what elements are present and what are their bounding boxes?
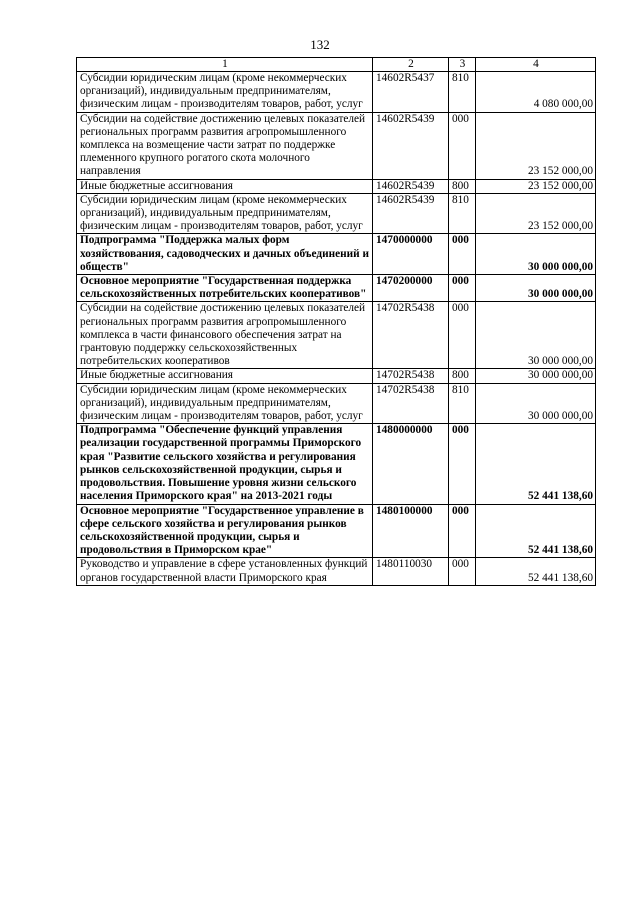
row-type: 000 bbox=[449, 275, 476, 302]
row-name: Субсидии юридическим лицам (кроме некоммерческих организаций), индивидуальным предпринимателям, физическим лицам - производителям товаров, работ, услуг bbox=[77, 383, 373, 424]
table-row bbox=[77, 179, 596, 193]
page-number: 132 bbox=[310, 37, 330, 52]
row-code: 14702R5438 bbox=[373, 369, 449, 383]
row-code: 14602R5439 bbox=[373, 112, 449, 179]
budget-table bbox=[76, 57, 596, 586]
row-code: 14602R5439 bbox=[373, 179, 449, 193]
row-type: 810 bbox=[449, 383, 476, 424]
row-name: Иные бюджетные ассигнования bbox=[77, 179, 373, 193]
row-code: 14702R5438 bbox=[373, 302, 449, 369]
row-amount: 23 152 000,00 bbox=[476, 179, 596, 193]
row-name: Подпрограмма "Поддержка малых форм хозяйствования, садоводческих и дачных объединений и обществ" bbox=[77, 234, 373, 275]
row-amount: 30 000 000,00 bbox=[476, 302, 596, 369]
table-row bbox=[77, 369, 596, 383]
row-code: 1470000000 bbox=[373, 234, 449, 275]
row-name: Основное мероприятие "Государственное управление в сфере сельского хозяйства и регулирования рынков сельскохозяйственной продукции, сырья и продовольствия в Приморском крае" bbox=[77, 504, 373, 558]
row-name: Субсидии на содействие достижению целевых показателей региональных программ развития агропромышленного комплекса на возмещение части затрат по поддержке племенного крупного рогатого скота молочного направления bbox=[77, 112, 373, 179]
row-code: 14702R5438 bbox=[373, 383, 449, 424]
row-type: 000 bbox=[449, 504, 476, 558]
row-type: 000 bbox=[449, 558, 476, 585]
table-row-subprogram bbox=[77, 424, 596, 504]
row-amount: 52 441 138,60 bbox=[476, 504, 596, 558]
row-amount: 23 152 000,00 bbox=[476, 193, 596, 234]
table-row bbox=[77, 558, 596, 585]
row-code: 1480110030 bbox=[373, 558, 449, 585]
header-cell-2: 2 bbox=[373, 58, 449, 72]
row-code: 14602R5439 bbox=[373, 193, 449, 234]
row-code: 14602R5437 bbox=[373, 72, 449, 113]
row-amount: 30 000 000,00 bbox=[476, 234, 596, 275]
row-type: 000 bbox=[449, 424, 476, 504]
row-amount: 30 000 000,00 bbox=[476, 383, 596, 424]
row-amount: 4 080 000,00 bbox=[476, 72, 596, 113]
row-name: Подпрограмма "Обеспечение функций управления реализации государственной программы Приморского края "Развитие сельского хозяйства и регулирования рынков сельскохозяйственной продукции, сырья и продовольствия. Повышение уровня жизни сельского населения Приморского края" на 2013-2021 годы bbox=[77, 424, 373, 504]
row-name: Субсидии на содействие достижению целевых показателей региональных программ развития агропромышленного комплекса в части финансового обеспечения затрат на грантовую поддержку сельскохозяйственных потребительских кооперативов bbox=[77, 302, 373, 369]
row-type: 000 bbox=[449, 234, 476, 275]
row-type: 810 bbox=[449, 193, 476, 234]
row-name: Субсидии юридическим лицам (кроме некоммерческих организаций), индивидуальным предпринимателям, физическим лицам - производителям товаров, работ, услуг bbox=[77, 193, 373, 234]
table-row bbox=[77, 72, 596, 113]
row-amount: 52 441 138,60 bbox=[476, 424, 596, 504]
table-row bbox=[77, 302, 596, 369]
header-cell-4: 4 bbox=[476, 58, 596, 72]
table-row-main-activity bbox=[77, 275, 596, 302]
table-row-subprogram bbox=[77, 234, 596, 275]
row-amount: 23 152 000,00 bbox=[476, 112, 596, 179]
row-type: 000 bbox=[449, 302, 476, 369]
row-code: 1470200000 bbox=[373, 275, 449, 302]
table-row bbox=[77, 383, 596, 424]
row-code: 1480100000 bbox=[373, 504, 449, 558]
row-name: Основное мероприятие "Государственная поддержка сельскохозяйственных потребительских кооперативов" bbox=[77, 275, 373, 302]
table-row bbox=[77, 193, 596, 234]
row-type: 000 bbox=[449, 112, 476, 179]
table-row bbox=[77, 112, 596, 179]
table-header-row bbox=[77, 58, 596, 72]
row-type: 810 bbox=[449, 72, 476, 113]
row-amount: 30 000 000,00 bbox=[476, 369, 596, 383]
row-amount: 52 441 138,60 bbox=[476, 558, 596, 585]
header-cell-3: 3 bbox=[449, 58, 476, 72]
row-name: Иные бюджетные ассигнования bbox=[77, 369, 373, 383]
row-name: Руководство и управление в сфере установленных функций органов государственной власти Приморского края bbox=[77, 558, 373, 585]
header-cell-1: 1 bbox=[77, 58, 373, 72]
row-type: 800 bbox=[449, 369, 476, 383]
row-amount: 30 000 000,00 bbox=[476, 275, 596, 302]
row-type: 800 bbox=[449, 179, 476, 193]
row-name: Субсидии юридическим лицам (кроме некоммерческих организаций), индивидуальным предпринимателям, физическим лицам - производителям товаров, работ, услуг bbox=[77, 72, 373, 113]
table-row-main-activity bbox=[77, 504, 596, 558]
row-code: 1480000000 bbox=[373, 424, 449, 504]
